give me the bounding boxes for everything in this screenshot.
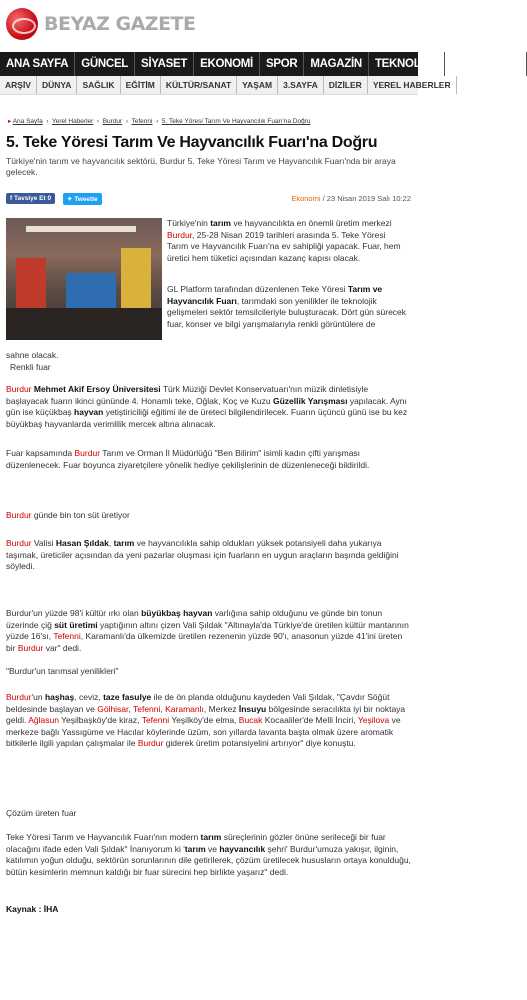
globe-logo-icon — [6, 8, 38, 40]
site-logo[interactable] — [6, 8, 196, 40]
nav-item-ana-sayfa[interactable]: ANA SAYFA — [0, 52, 75, 76]
subnav-item-yasam[interactable]: YAŞAM — [237, 76, 278, 94]
paragraph-1: Türkiye'nin tarım ve hayvancılıkta en önemli üretim merkezi Burdur, 25-28 Nisan 2019 tarihleri arasında 5. Teke Yöresi Tarım ve Hayvancılık Fuarı'na ev sahipliği yapacak. Fuar, hem üretici hem tüketici açısından kazanç kapısı olacak. — [167, 218, 401, 263]
heading-cozum-ureten-fuar: Çözüm üreten fuar — [6, 808, 77, 818]
facebook-share-label: Tavsiye Et 0 — [13, 195, 52, 202]
heading-sut: Burdur günde bin ton süt üretiyor — [6, 510, 130, 520]
subnav-item-arsiv[interactable]: ARŞİV — [0, 76, 37, 94]
nav-item-spor[interactable]: SPOR — [260, 52, 304, 76]
article-date: / 23 Nisan 2019 Salı 10:22 — [320, 194, 411, 203]
facebook-icon: f — [10, 195, 13, 202]
breadcrumb: ▸ Ana Sayfa › Yerel Haberler › Burdur › Tefenni › 5. Teke Yöresi Tarım Ve Hayvancılık Fuarı'na Doğru — [8, 118, 311, 125]
nav-item-teknoloji[interactable]: TEKNOLOJİ — [369, 52, 445, 76]
article-title: 5. Teke Yöresi Tarım Ve Hayvancılık Fuarı'na Doğru — [6, 134, 378, 151]
breadcrumb-link-ana-sayfa[interactable]: Ana Sayfa — [12, 118, 43, 125]
site-header — [0, 0, 418, 52]
paragraph-2-end: sahne olacak. — [6, 350, 59, 360]
subnav-item-3-sayfa[interactable]: 3.SAYFA — [278, 76, 324, 94]
share-row — [0, 188, 418, 210]
paragraph-2: GL Platform tarafından düzenlenen Teke Yöresi Tarım ve Hayvancılık Fuarı, tarımdaki son yenilikler ile teknolojik gelişmeleri sektör temsilcileriyle buluşturacak. Dört gün sürecek fuar, konser ve bilgi yarışmalarıyla renkli görüntülere de — [167, 284, 407, 329]
logo-text: BEYAZ GAZETE — [44, 13, 196, 35]
nav-item-magazin[interactable]: MAGAZİN — [304, 52, 369, 76]
breadcrumb-link-burdur[interactable]: Burdur — [102, 118, 123, 125]
paragraph-3: Burdur Mehmet Akif Ersoy Üniversitesi Türk Müziği Devlet Konservatuarı'nın müzik dinletisiyle başlayacak fuarın ikinci gününde 4. Honamlı teke, Oğlak, Koç ve Kuzu Güzellik Yarışması yapılacak. Aynı gün ise küçükbaş hayvan yetiştiriciliği eğitimi ile de üreteci bilgilendirilecek. Fuarın üçüncü günü ise bu kez büyükbaş hayvanlarda verimlilik mercek altına alınacak. — [6, 384, 408, 429]
article-category-link[interactable]: Ekonomi — [291, 194, 321, 203]
article-source: Kaynak : İHA — [6, 904, 59, 914]
subnav-item-diziler[interactable]: DİZİLER — [324, 76, 368, 94]
nav-item-siyaset[interactable]: SİYASET — [135, 52, 194, 76]
heading-tarimsal-yenilikler: "Burdur'un tarımsal yenilikleri" — [6, 666, 119, 676]
article-subtitle: Türkiye'nin tarım ve hayvancılık sektörü, Burdur 5. Teke Yöresi Tarım ve Hayvancılık Fuarı'nda bir araya gelecek. — [6, 156, 396, 177]
subnav-item-yerel-haberler[interactable]: YEREL HABERLER — [368, 76, 457, 94]
breadcrumb-link-current[interactable]: 5. Teke Yöresi Tarım Ve Hayvancılık Fuarı'na Doğru — [161, 118, 311, 125]
nav-item-ekonomi[interactable]: EKONOMİ — [194, 52, 260, 76]
twitter-share-button[interactable] — [63, 193, 102, 205]
article-photo — [6, 218, 162, 340]
subnav-item-egitim[interactable]: EĞİTİM — [121, 76, 161, 94]
breadcrumb-link-yerel-haberler[interactable]: Yerel Haberler — [52, 118, 94, 125]
subnav-item-kultur-sanat[interactable]: KÜLTÜR/SANAT — [161, 76, 237, 94]
sub-nav — [0, 76, 451, 95]
facebook-share-button[interactable] — [6, 193, 55, 204]
paragraph-6: Burdur'un yüzde 98'i kültür ırkı olan büyükbaş hayvan varlığına sahip olduğunu ve günde bin tonun üzerinde çiğ süt üretimi yaptığının altını çizen Vali Şıldak "Altınayla'da Türkiye'de üretilen kültür mantarının yüzde 16'sı, Tefenni, Karamanlı'da ülkemizde üretilen rezenenin yüzde 90'ı, anasonun yüzde 41'ini üreten bir Burdur var" dedi. — [6, 608, 409, 653]
paragraph-8: Teke Yöresi Tarım ve Hayvancılık Fuarı'nın modern tarım süreçlerinin gözler önüne serileceği bir fuar olacağını ifade eden Vali Şıldak" İnanıyorum ki 'tarım ve hayvancılık şehri' Burdur'umuza yakışır, ilginin, katılımın yoğun olduğu, sektörün sorunlarının dile getirilerek, çözüm üretilecek hususların ortaya konulduğu, bütün kesimlerin memnun kaldığı bir fuar sürecini hep birlikte yaşarız" dedi. — [6, 832, 411, 877]
subnav-item-saglik[interactable]: SAĞLIK — [77, 76, 120, 94]
breadcrumb-link-tefenni[interactable]: Tefenni — [131, 118, 153, 125]
twitter-icon: ✦ — [67, 196, 73, 203]
twitter-share-label: Tweetle — [74, 196, 98, 203]
subnav-item-dunya[interactable]: DÜNYA — [37, 76, 77, 94]
breadcrumb-arrow-icon: ▸ — [8, 118, 12, 125]
main-nav — [0, 52, 521, 76]
nav-item-guncel[interactable]: GÜNCEL — [75, 52, 135, 76]
paragraph-7: Burdur'un haşhaş, ceviz, taze fasulye ile de ön planda olduğunu kaydeden Vali Şıldak, "Çavdır Söğüt beldesinde başlayan ve Gölhisar, Tefenni, Karamanlı, Merkez İnsuyu bölgesinde seracılıkta iyi bir noktaya geldi. Ağlasun Yeşilbaşköy'de kiraz, Tefenni Yeşilköy'de elma, Bucak Kocaaliler'de Melli İnciri, Yeşilova ve merkeze bağlı Yassıgüme ve Hacılar köylerinde üzüm, son yıllarda lavanta başta olmak üzere aromatik bitkilerle ilgili yapılan çalışmalar ile Burdur giderek üretim potansiyelini artırıyor" diye konuştu. — [6, 692, 406, 748]
nav-item-televizyon[interactable]: TELEVİZYON — [445, 52, 527, 76]
paragraph-5: Burdur Valisi Hasan Şıldak, tarım ve hayvancılıkla sahip oldukları yüksek potansiyeli daha yukarıya taşımak, üreticiler açısından da yeni pazarlar oluşması için fuarların en uygun araçların başında geldiğini söyledi. — [6, 538, 399, 571]
article-dateline — [291, 194, 411, 203]
article-body — [0, 218, 418, 958]
heading-renkli-fuar: Renkli fuar — [10, 362, 51, 372]
paragraph-4: Fuar kapsamında Burdur Tarım ve Orman İl Müdürlüğü "Ben Bilirim" isimli kadın çifti yarışması düzenlenecek. Fuar boyunca ziyaretçilere yönelik hediye çekilişlerinin de düzenleneceği bildirildi. — [6, 448, 370, 470]
